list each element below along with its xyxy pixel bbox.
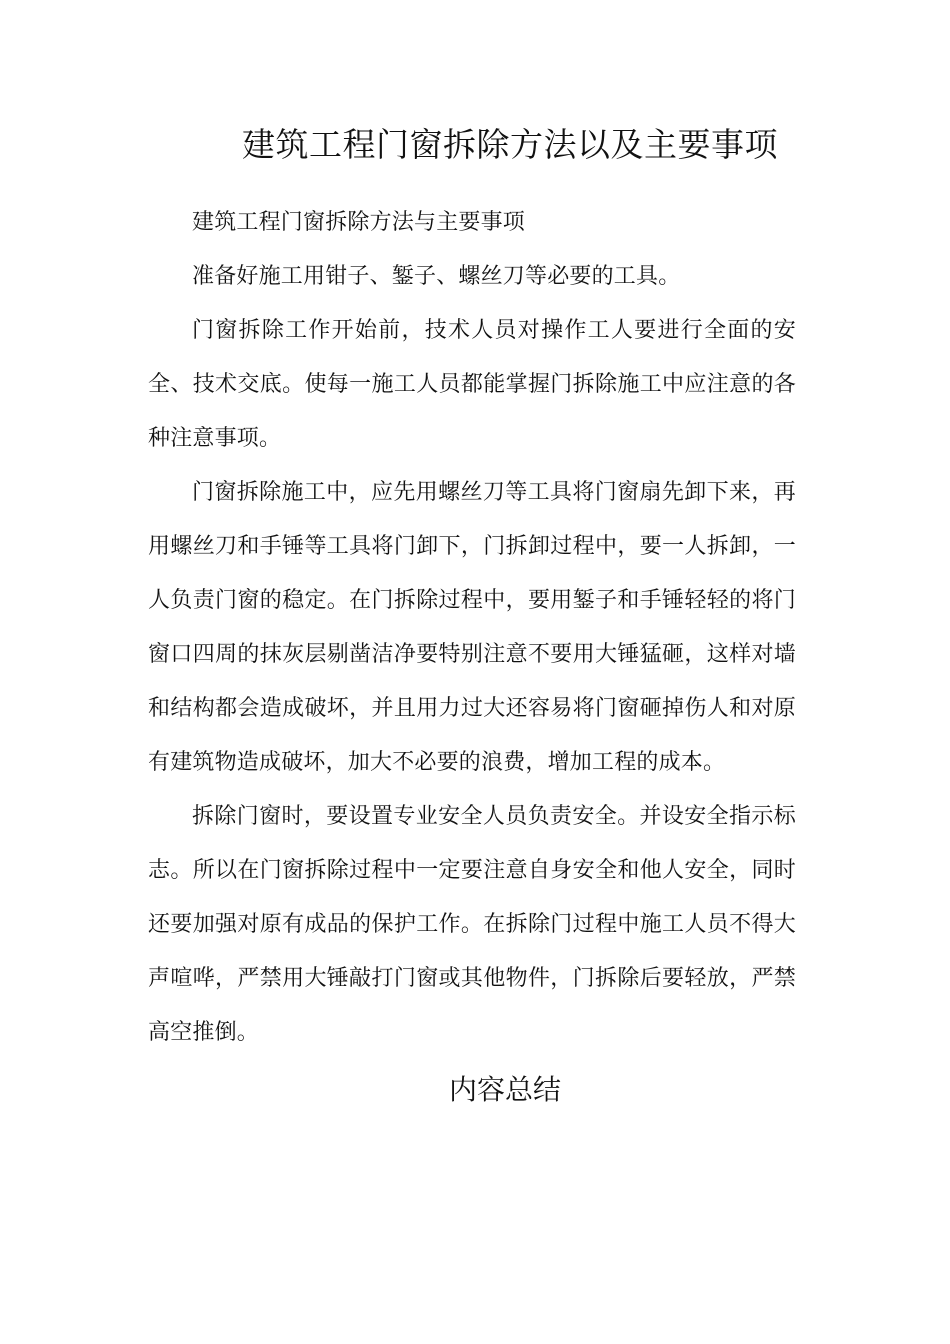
document-body — [148, 196, 796, 1060]
paragraph-tools: 准备好施工用钳子、錾子、螺丝刀等必要的工具。 — [192, 264, 681, 289]
paragraph-safety: 拆除门窗时，要设置专业安全人员负责安全。并设安全指示标志。所以在门窗拆除过程中一定要注意自身安全和他人安全，同时还要加强对原有成品的保护工作。在拆除门过程中施工人员不得大声喧哗，严禁用大锤敲打门窗或其他物件，门拆除后要轻放，严禁高空推倒。 — [148, 804, 796, 1045]
summary-heading: 内容总结 — [448, 1073, 561, 1106]
paragraph-procedure: 门窗拆除施工中，应先用螺丝刀等工具将门窗扇先卸下来，再用螺丝刀和手锤等工具将门卸下，门拆卸过程中，要一人拆卸，一人负责门窗的稳定。在门拆除过程中，要用錾子和手锤轻轻的将门窗口四周的抹灰层剔凿洁净要特别注意不要用大锤猛砸，这样对墙和结构都会造成破坏，并且用力过大还容易将门窗砸掉伤人和对原有建筑物造成破坏，加大不必要的浪费，增加工程的成本。 — [148, 480, 796, 775]
document-title: 建筑工程门窗拆除方法以及主要事项 — [242, 125, 778, 164]
paragraph-briefing: 门窗拆除工作开始前，技术人员对操作工人要进行全面的安全、技术交底。使每一施工人员都能掌握门拆除施工中应注意的各种注意事项。 — [148, 318, 796, 451]
paragraph-subtitle: 建筑工程门窗拆除方法与主要事项 — [192, 210, 526, 235]
